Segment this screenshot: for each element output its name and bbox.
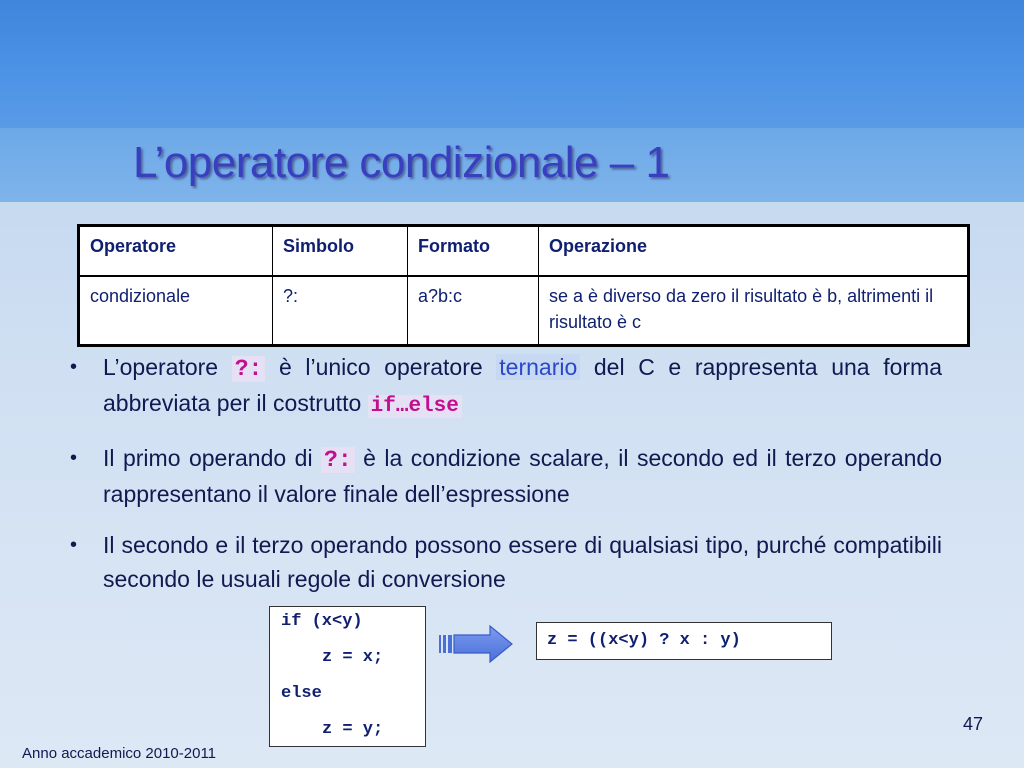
slide-title: L’operatore condizionale – 1 bbox=[133, 138, 670, 187]
bullet-icon: • bbox=[70, 447, 78, 469]
code-line: z = x; bbox=[322, 648, 384, 667]
right-arrow-icon bbox=[438, 624, 514, 664]
bullet-text: Il primo operando di bbox=[103, 445, 322, 471]
bullet-list bbox=[70, 350, 942, 613]
operator-symbol: ?: bbox=[232, 356, 266, 382]
bullet-item bbox=[70, 441, 942, 511]
table-header-simbolo: Simbolo bbox=[273, 226, 408, 277]
table-row bbox=[79, 276, 969, 346]
ternario-highlight: ternario bbox=[496, 354, 580, 380]
bullet-text: L’operatore bbox=[103, 354, 232, 380]
operator-table bbox=[77, 224, 970, 347]
table-cell-formato: a?b:c bbox=[408, 276, 539, 346]
table-cell-operatore: condizionale bbox=[79, 276, 273, 346]
bullet-icon: • bbox=[70, 356, 78, 378]
table-cell-operazione: se a è diverso da zero il risultato è b, altrimenti il risultato è c bbox=[539, 276, 969, 346]
table-header-operatore: Operatore bbox=[79, 226, 273, 277]
code-line: if (x<y) bbox=[281, 612, 363, 631]
table-cell-simbolo: ?: bbox=[273, 276, 408, 346]
bullet-icon: • bbox=[70, 534, 78, 556]
bullet-item bbox=[70, 350, 942, 424]
table-header-operazione: Operazione bbox=[539, 226, 969, 277]
code-line: else bbox=[281, 684, 322, 703]
table-header-row bbox=[79, 226, 969, 277]
bullet-text: è l’unico operatore bbox=[265, 354, 497, 380]
table-header-formato: Formato bbox=[408, 226, 539, 277]
footer-text: Anno accademico 2010-2011 bbox=[22, 745, 217, 762]
page-number: 47 bbox=[963, 714, 984, 734]
bullet-text: del C e rappresenta una forma abbreviata per il costrutto bbox=[103, 354, 943, 416]
if-else-code: if…else bbox=[368, 395, 462, 418]
bullet-text: è la condizione scalare, il secondo ed il terzo operando rappresentano il valore finale dell’espressione bbox=[103, 445, 942, 507]
operator-symbol: ?: bbox=[321, 447, 355, 473]
bullet-item bbox=[70, 528, 942, 596]
if-else-code-box bbox=[269, 606, 426, 747]
header-background bbox=[0, 0, 1024, 128]
code-line: z = y; bbox=[322, 720, 384, 739]
bullet-text: Il secondo e il terzo operando possono essere di qualsiasi tipo, purché compatibili secondo le usuali regole di conversione bbox=[103, 532, 942, 592]
ternary-result-box: z = ((x<y) ? x : y) bbox=[536, 622, 832, 660]
